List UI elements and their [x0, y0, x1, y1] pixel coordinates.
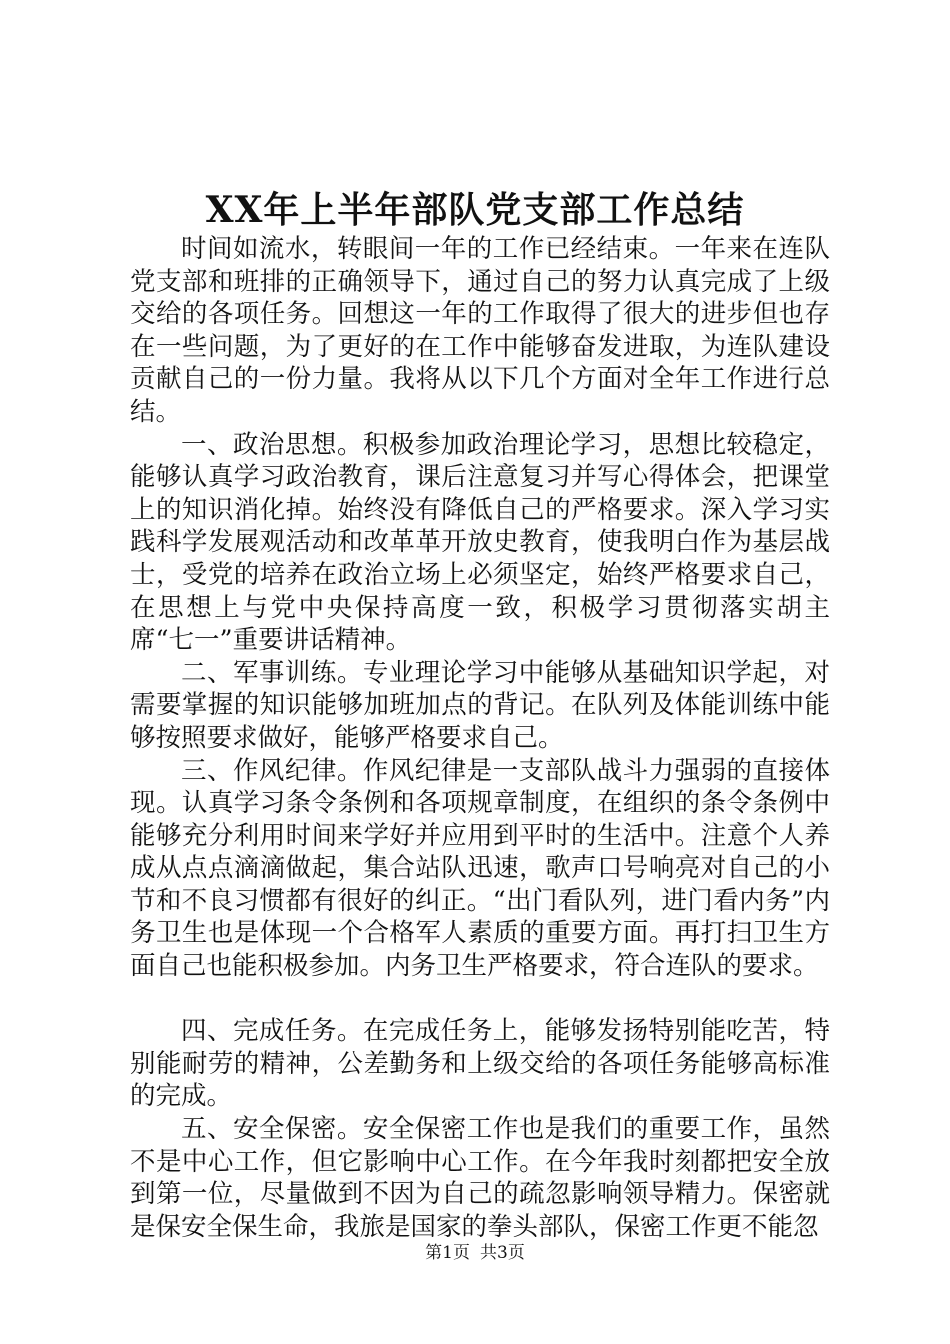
- page-number: 第1页: [425, 1243, 470, 1263]
- paragraph-tasks: 四、完成任务。在完成任务上，能够发扬特别能吃苦，特别能耐劳的精神，公差勤务和上级交给的各项任务能够高标准的完成。: [130, 1016, 830, 1112]
- paragraph-military-training: 二、军事训练。专业理论学习中能够从基础知识学起，对需要掌握的知识能够加班加点的背记。在队列及体能训练中能够按照要求做好，能够严格要求自己。: [130, 657, 830, 753]
- document-title: XX年上半年部队党支部工作总结: [205, 189, 745, 231]
- paragraph-discipline: 三、作风纪律。作风纪律是一支部队战斗力强弱的直接体现。认真学习条令条例和各项规章制度，在组织的条令条例中能够充分利用时间来学好并应用到平时的生活中。注意个人养成从点点滴滴做起，集合站队迅速，歌声口号响亮对自己的小节和不良习惯都有很好的纠正。“出门看队列，进门看内务”内务卫生也是体现一个合格军人素质的重要方面。再打扫卫生方面自己也能积极参加。内务卫生严格要求，符合连队的要求。: [130, 755, 830, 982]
- document-body: [130, 233, 830, 1243]
- page-footer: [0, 1242, 950, 1264]
- paragraph-security: 五、安全保密。安全保密工作也是我们的重要工作，虽然不是中心工作，但它影响中心工作。在今年我时刻都把安全放到第一位，尽量做到不因为自己的疏忽影响领导精力。保密就是保安全保生命，我旅是国家的拳头部队，保密工作更不能忽: [130, 1114, 830, 1242]
- paragraph-political-thought: 一、政治思想。积极参加政治理论学习，思想比较稳定，能够认真学习政治教育，课后注意复习并写心得体会，把课堂上的知识消化掉。始终没有降低自己的严格要求。深入学习实践科学发展观活动和改革革开放史教育，使我明白作为基层战士，受党的培养在政治立场上必须坚定，始终严格要求自己，在思想上与党中央保持高度一致，积极学习贯彻落实胡主席“七一”重要讲话精神。: [130, 429, 830, 656]
- page-total: 共3页: [480, 1243, 525, 1263]
- paragraph-spacer: [130, 983, 830, 1016]
- paragraph-intro: 时间如流水，转眼间一年的工作已经结束。一年来在连队党支部和班排的正确领导下，通过自己的努力认真完成了上级交给的各项任务。回想这一年的工作取得了很大的进步但也存在一些问题，为了更好的在工作中能够奋发进取，为连队建设贡献自己的一份力量。我将从以下几个方面对全年工作进行总结。: [130, 234, 830, 427]
